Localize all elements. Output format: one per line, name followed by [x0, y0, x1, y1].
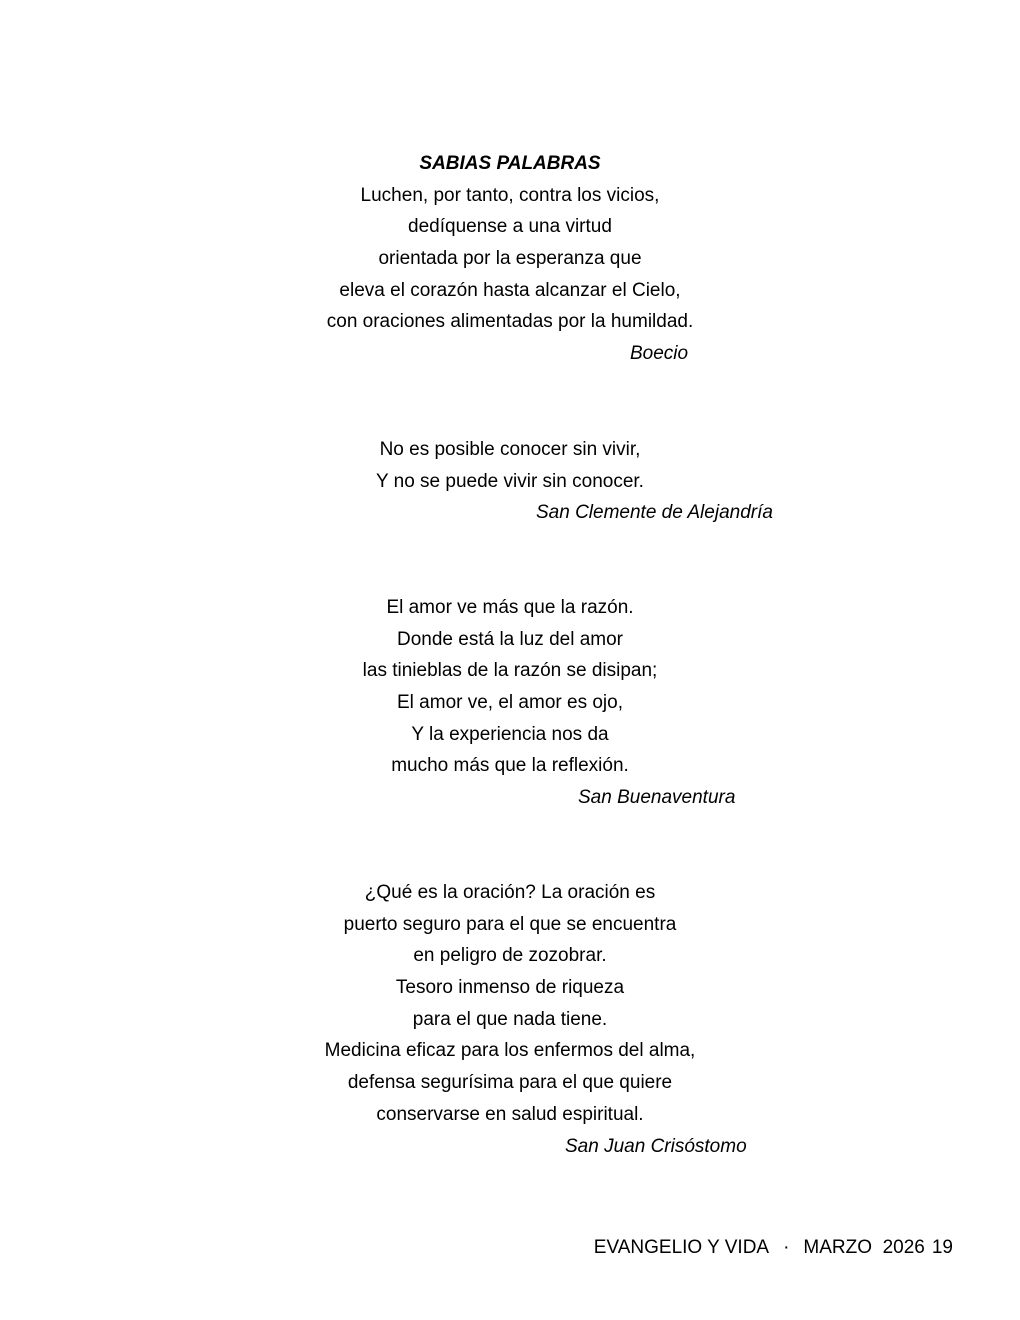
author-name: San Buenaventura — [578, 787, 736, 809]
page-title: SABIAS PALABRAS — [419, 153, 601, 174]
quote-line: puerto seguro para el que se encuentra — [343, 913, 677, 935]
quote-author — [0, 1131, 1020, 1163]
author-name: San Juan Crisóstomo — [565, 1135, 747, 1157]
quote-line: Y la experiencia nos da — [411, 723, 609, 745]
quote-block-3 — [0, 592, 1020, 814]
quote-block-4 — [0, 877, 1020, 1162]
quote-line: dedíquense a una virtud — [408, 216, 612, 238]
publication-name: EVANGELIO Y VIDA — [593, 1237, 770, 1258]
quote-line: El amor ve, el amor es ojo, — [397, 692, 623, 714]
quote-line: las tinieblas de la razón se disipan; — [362, 660, 658, 682]
page-number: 19 — [931, 1237, 953, 1258]
quote-line: mucho más que la reflexión. — [391, 755, 629, 777]
quote-line: ¿Qué es la oración? La oración es — [364, 882, 656, 903]
issue-date: MARZO 2026 — [803, 1237, 925, 1258]
quote-block-1 — [0, 148, 1020, 370]
quote-line: defensa segurísima para el que quiere — [347, 1072, 673, 1094]
quote-block-2 — [0, 434, 1020, 529]
quote-line: en peligro de zozobrar. — [413, 945, 607, 967]
footer-separator: · — [783, 1237, 790, 1258]
quote-line: eleva el corazón hasta alcanzar el Cielo, — [339, 279, 681, 301]
quote-line: No es posible conocer sin vivir, — [379, 439, 641, 460]
quote-line: orientada por la esperanza que — [378, 248, 642, 270]
quote-line: Donde está la luz del amor — [396, 628, 623, 650]
quote-line: El amor ve más que la razón. — [386, 597, 634, 618]
quote-line: Luchen, por tanto, contra los vicios, — [360, 184, 660, 206]
quote-line: para el que nada tiene. — [412, 1008, 608, 1030]
quote-author — [0, 497, 1020, 529]
quote-line: Y no se puede vivir sin conocer. — [376, 470, 644, 492]
quote-line: conservarse en salud espiritual. — [376, 1103, 644, 1125]
author-name: Boecio — [630, 343, 689, 365]
page-footer — [594, 1236, 953, 1260]
quote-author — [0, 782, 1020, 814]
quote-line: Tesoro inmenso de riqueza — [395, 977, 625, 999]
quote-author — [0, 338, 1020, 370]
quote-line: con oraciones alimentadas por la humildad. — [326, 311, 694, 333]
author-name: San Clemente de Alejandría — [536, 502, 773, 524]
quote-line: Medicina eficaz para los enfermos del alma, — [324, 1040, 696, 1062]
